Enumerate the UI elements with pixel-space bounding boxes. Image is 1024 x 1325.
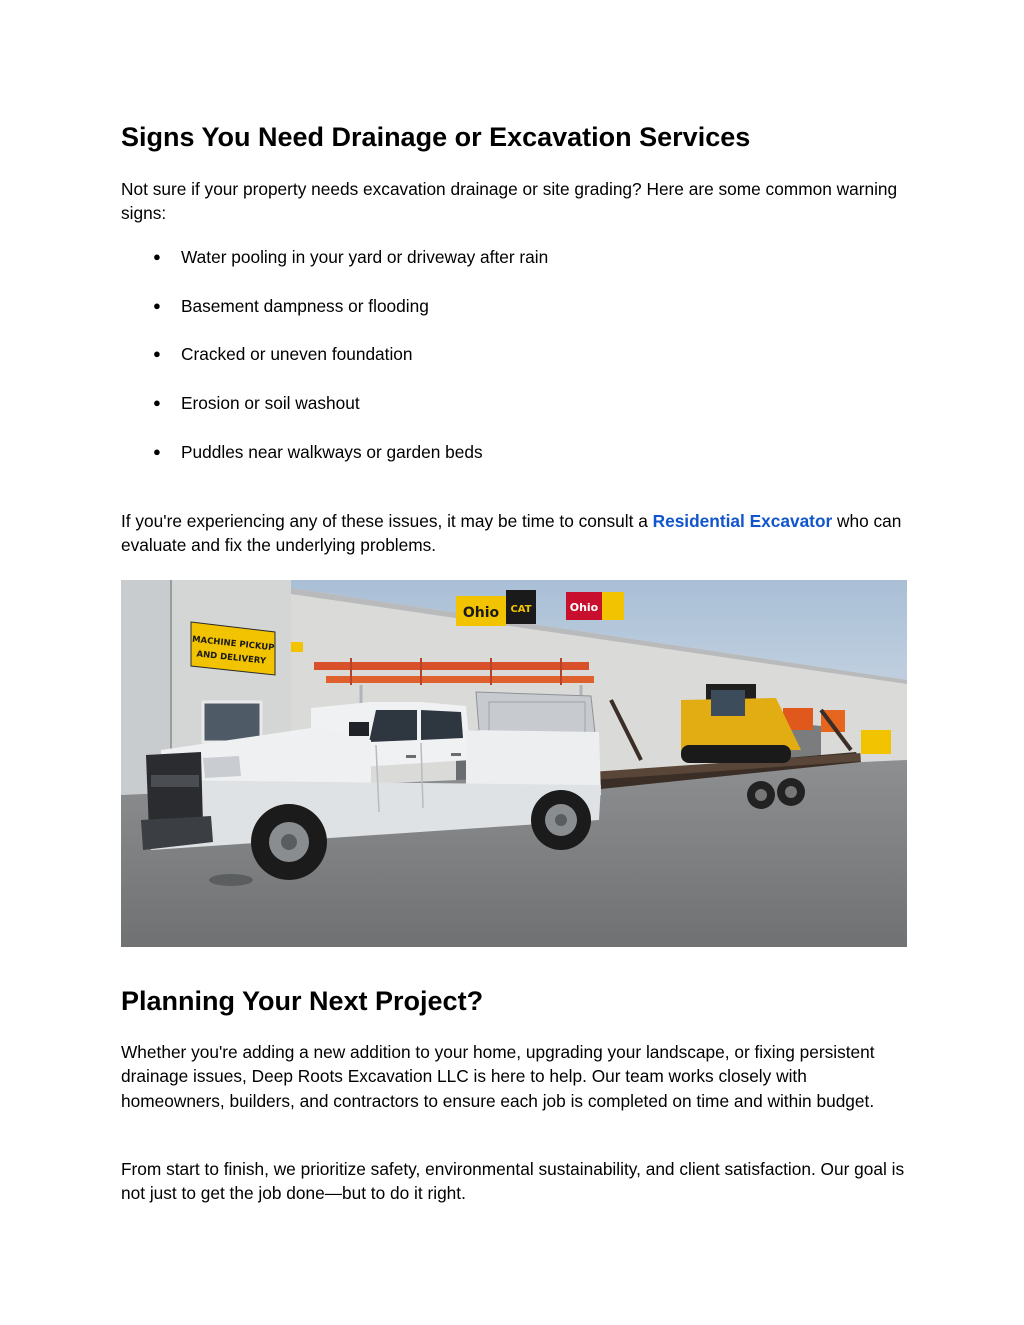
- planning-paragraph-2: From start to finish, we prioritize safety, environmental sustainability, and client satisfaction. Our goal is not just to get the job done—but to do it right.: [121, 1159, 905, 1204]
- planning-paragraph-1: Whether you're adding a new addition to your home, upgrading your landscape, or fixing persistent drainage issues, Deep Roots Excavation LLC is here to help. Our team works closely with homeowners, builders, and contractors to ensure each job is completed on time and within budget.: [121, 1042, 875, 1111]
- svg-text:CAT: CAT: [510, 604, 532, 615]
- bullet-icon: ●: [153, 443, 161, 459]
- svg-text:Ohio: Ohio: [569, 601, 599, 614]
- residential-excavator-link[interactable]: Residential Excavator: [652, 511, 833, 531]
- bullet-icon: ●: [153, 297, 161, 313]
- section-heading-signs: Signs You Need Drainage or Excavation Services: [121, 122, 751, 152]
- list-item: ● Basement dampness or flooding: [153, 295, 429, 316]
- warning-signs-list: [121, 245, 907, 488]
- consult-paragraph: If you're experiencing any of these issues, it may be time to consult a Residential Excavator who can evaluate and fix the underlying problems.: [121, 511, 902, 556]
- list-item: ● Puddles near walkways or garden beds: [153, 441, 483, 462]
- svg-text:Ohio: Ohio: [462, 605, 500, 621]
- bullet-icon: ●: [153, 249, 161, 264]
- ohio-cat-logo-2: [566, 592, 624, 620]
- bullet-icon: ●: [153, 346, 161, 362]
- section-heading-planning: Planning Your Next Project?: [121, 986, 484, 1016]
- truck-trailer-photo: [121, 580, 907, 947]
- list-item: ● Water pooling in your yard or driveway after rain: [153, 247, 549, 267]
- intro-paragraph: Not sure if your property needs excavation drainage or site grading? Here are some common warning signs:: [121, 179, 898, 224]
- pickup-sign-line2: AND DELIVERY: [195, 649, 267, 667]
- pickup-sign-line1: MACHINE PICKUP: [191, 634, 275, 654]
- bullet-icon: ●: [153, 395, 161, 411]
- list-item: ● Cracked or uneven foundation: [153, 344, 413, 365]
- list-item: ● Erosion or soil washout: [153, 393, 360, 414]
